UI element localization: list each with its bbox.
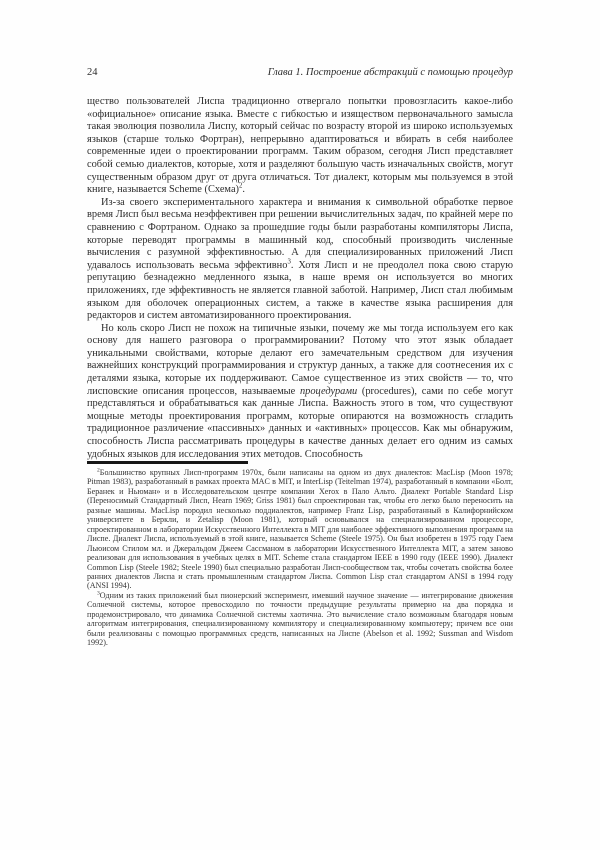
paragraph-text: Из-за своего экспериментального характера и внимания к символьной обработке первое время Лисп был весьма неэффективен при решении вычислительных задач, по крайней мере по сравнению с Фортраном. Однако за прошедшие годы были разработаны компиляторы Лиспа, которые переводят программы в машинный код, способный производить численные вычисления с разумной эффективностью. А для специализированных приложений Лисп удавалось использовать весьма эффективно [87, 196, 513, 271]
paragraph-text: щество пользователей Лиспа традиционно отвергало попытки провозгласить какое-либо «официальное» описание языка. Вместе с гибкостью и изяществом первоначального замысла такая эволюция позволила Лиспу, который сейчас по возрасту второй из широко используемых языков (старше только Фортран), непрерывно адаптироваться и вбирать в себя наиболее современные идеи о проектировании программ. Таким образом, сегодня Лисп представляет собой семью диалектов, которые, хотя и разделяют большую часть изначальных свойств, могут существенным образом друг от друга отличаться. Тот диалект, которым мы пользуемся в этой книге, называется Scheme (Схема) [87, 96, 513, 196]
paragraph-lisp-efficiency [87, 197, 513, 323]
paragraph-text: . Хотя Лисп и не преодолел пока свою старую репутацию безнадежно медленного языка, в наше время он используется во многих приложениях, где эффективность не является главной заботой. Например, Лисп стал любимым языком для оболочек операционных систем, а также в качестве языка расширения для редакторов и систем автоматизированного проектирования. [87, 259, 513, 322]
footnotes-block [87, 468, 513, 648]
footnote-2-text: Большинство крупных Лисп-программ 1970х, были написаны на одном из двух диалектов: MacLisp (Moon 1978; Pitman 1983), разработанный в рамках проекта MAC в MIT, и InterLisp (Teitelman 1974), разработанный в компании «Болт, Беранек и Ньюман» и в Исследовательском центре компании Xerox в Пало Альто. Диалект Portable Standard Lisp (Переносимый Стандартный Лисп, Hearn 1969; Griss 1981) был спроектирован так, чтобы его легко было переносить на разные машины. MacLisp породил несколько поддиалектов, например Franz Lisp, разработанный в Калифорнийском университете в Беркли, и Zetalisp (Moon 1981), который основывался на специализированном процессоре, спроектированном в лаборатории Искусственного Интеллекта в MIT для наиболее эффективного выполнения программ на Лиспе. Диалект Лиспа, используемый в этой книге, называется Scheme (Steele 1975). Он был изобретен в 1975 году Гаем Льюисом Стилом мл. и Джеральдом Джеем Сассманом в лаборатории Искусственного Интеллекта MIT, а затем заново реализован для использования в учебных целях в MIT. Scheme стала стандартом IEEE в 1990 году (IEEE 1990). Диалект Common Lisp (Steele 1982; Steele 1990) был специально разработан Лисп-сообществом так, чтобы сочетать свойства более ранних диалектов Лиспа и стать промышленным стандартом Лиспа. Common Lisp стал стандартом ANSI в 1994 году (ANSI 1994). [87, 468, 513, 591]
body-text [87, 96, 513, 461]
emphasized-term: процедурами [299, 385, 358, 397]
footnote-3-marker: 3 [97, 590, 100, 597]
footnote-2-marker: 2 [97, 467, 100, 474]
paragraph-continuation [87, 96, 513, 197]
page-number: 24 [87, 67, 98, 78]
footnote-separator-rule [87, 461, 248, 464]
footnote-ref-2: 2 [239, 182, 243, 190]
paragraph-text: Но коль скоро Лисп не похож на типичные языки, почему же мы тогда используем его как основу для нашего разговора о программировании? Потому что этот язык обладает уникальными свойствами, которые делают его замечательным средством для изучения важнейших конструкций программирования и структур данных, а также для соотнесения их с деталями языка, которые их поддерживают. Самое существенное из этих свойств — то, что лисповские описания процессов, называемые [87, 322, 513, 397]
chapter-running-title: Глава 1. Построение абстракций с помощью процедур [267, 67, 513, 78]
paragraph-why-lisp [87, 323, 513, 462]
footnote-3 [87, 591, 513, 648]
page-header [87, 67, 513, 78]
paragraph-text: . [242, 184, 246, 196]
paragraph-text: (procedures), сами по себе могут представляться и обрабатываться как данные Лиспа. Важность этого в том, что существуют мощные методы проектирования программ, которые опираются на возможность сгладить традиционное различение «пассивных» данных и «активных» процессов. Как мы обнаружим, способность Лиспа рассматривать процедуры в качестве данных делает его одним из самых удобных языков для исследования этих методов. Способность [87, 385, 513, 460]
footnote-ref-3: 3 [287, 258, 291, 266]
footnote-3-text: Одним из таких приложений был пионерский эксперимент, имевший научное значение — интегрирование движения Солнечной системы, которое превосходило по точности предыдущие результаты примерно на два порядка и продемонстрировало, что динамика Солнечной системы хаотична. Это вычисление стало возможным благодаря новым алгоритмам интегрирования, специализированному компилятору и специализированному компьютеру; причем все они были реализованы с помощью программных средств, написанных на Лиспе (Abelson et al. 1992; Sussman and Wisdom 1992). [87, 590, 513, 648]
footnote-2 [87, 468, 513, 591]
